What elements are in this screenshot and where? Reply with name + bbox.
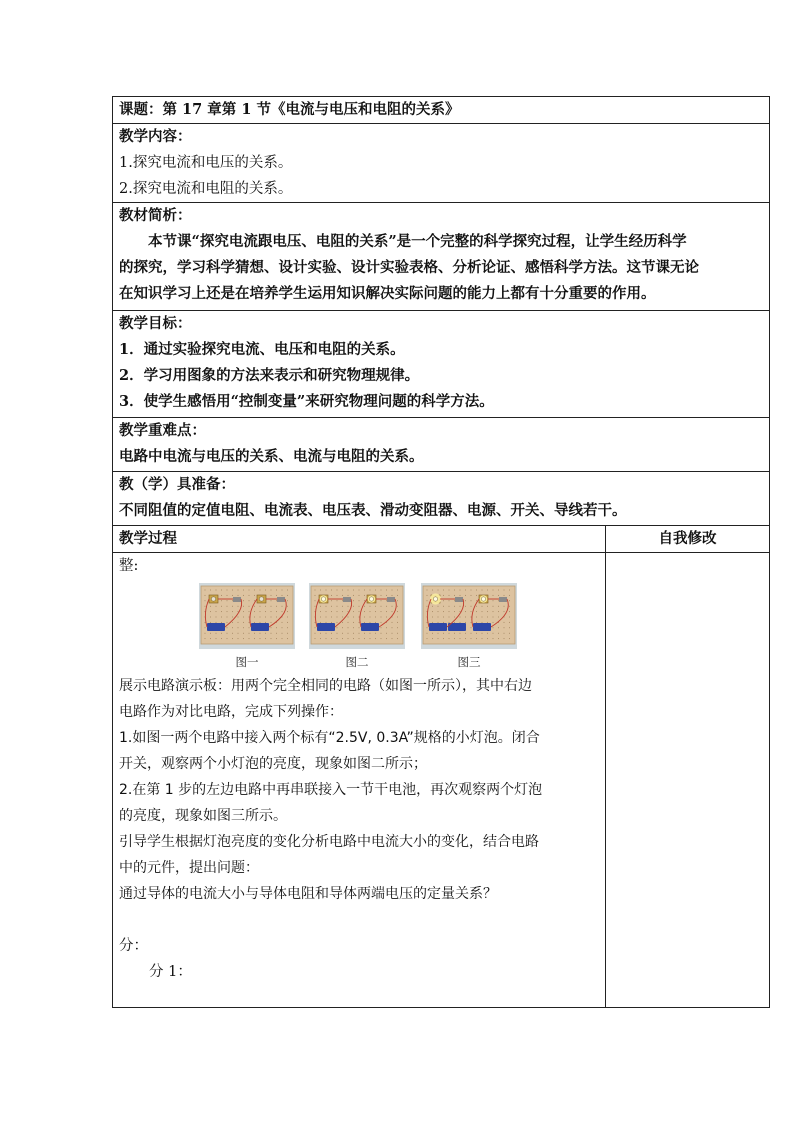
switch-icon — [387, 597, 395, 602]
part-label: 分： — [119, 938, 148, 954]
figure-caption: 图一 — [235, 655, 259, 669]
keypoints-text: 电路中电流与电压的关系、电流与电阻的关系。 — [119, 448, 424, 465]
switch-icon — [277, 597, 285, 602]
battery-icon — [251, 623, 269, 631]
process-heading: 教学过程 — [119, 530, 177, 547]
process-line: 2.在第 1 步的左边电路中再串联接入一节干电池，再次观察两个灯泡 — [119, 782, 543, 798]
lesson-plan-sheet — [112, 96, 769, 1008]
circuit-board-image — [199, 583, 295, 649]
content-heading: 教学内容： — [119, 128, 192, 145]
process-header-row — [113, 526, 770, 553]
process-line: 中的元件，提出问题： — [119, 860, 259, 876]
process-line: 通过导体的电流大小与导体电阻和导体两端电压的定量关系？ — [119, 886, 497, 902]
content-item: 1.探究电流和电压的关系。 — [119, 155, 293, 171]
battery-icon — [429, 623, 447, 631]
bulb-icon — [369, 597, 373, 601]
figure-caption: 图三 — [457, 655, 481, 669]
keypoints-row — [113, 418, 770, 472]
switch-icon — [233, 597, 241, 602]
process-line: 开关，观察两个小灯泡的亮度，现象如图二所示； — [119, 756, 427, 772]
process-line: 的亮度，现象如图三所示。 — [119, 808, 287, 824]
prep-row — [113, 472, 770, 526]
figure-2 — [309, 583, 405, 671]
battery-icon — [207, 623, 225, 631]
switch-icon — [499, 597, 507, 602]
battery-icon — [361, 623, 379, 631]
goal-item: 1．通过实验探究电流、电压和电阻的关系。 — [119, 341, 405, 358]
process-body-row — [113, 553, 770, 1008]
content-item: 2.探究电流和电阻的关系。 — [119, 181, 293, 197]
analysis-line: 在知识学习上还是在培养学生运用知识解决实际问题的能力上都有十分重要的作用。 — [119, 285, 656, 302]
battery-icon — [473, 623, 491, 631]
goals-heading: 教学目标： — [119, 315, 192, 332]
keypoints-heading: 教学重难点： — [119, 422, 206, 439]
sub-part-label: 分 1： — [149, 964, 192, 980]
goal-item: 2．学习用图象的方法来表示和研究物理规律。 — [119, 367, 420, 384]
self-revision-heading: 自我修改 — [658, 530, 717, 547]
switch-icon — [455, 597, 463, 602]
lesson-plan-table — [112, 96, 770, 1008]
battery-icon — [317, 623, 335, 631]
goals-row — [113, 311, 770, 418]
intro-label: 整: — [119, 558, 139, 574]
figure-1 — [199, 583, 295, 671]
analysis-heading: 教材简析： — [119, 207, 192, 224]
process-line: 引导学生根据灯泡亮度的变化分析电路中电流大小的变化，结合电路 — [119, 834, 539, 850]
analysis-line: 本节课“探究电流跟电压、电阻的关系”是一个完整的科学探究过程，让学生经历科学 — [148, 233, 687, 250]
process-line: 展示电路演示板：用两个完全相同的电路（如图一所示），其中右边 — [119, 678, 532, 694]
bulb-icon — [259, 597, 263, 601]
circuit-board-image — [309, 583, 405, 649]
bulb-icon — [481, 597, 485, 601]
lesson-title: 课题：第 17 章第 1 节《电流与电压和电阻的关系》 — [119, 101, 460, 118]
circuit-board-image — [419, 583, 519, 649]
prep-heading: 教（学）具准备： — [119, 476, 235, 493]
content-row — [113, 124, 770, 203]
figure-3 — [419, 583, 519, 671]
switch-icon — [343, 597, 351, 602]
bulb-icon — [211, 597, 215, 601]
analysis-row — [113, 203, 770, 311]
analysis-line: 的探究，学习科学猜想、设计实验、设计实验表格、分析论证、感悟科学方法。这节课无论 — [119, 259, 699, 276]
bulb-icon — [433, 597, 437, 601]
bulb-icon — [321, 597, 325, 601]
prep-text: 不同阻值的定值电阻、电流表、电压表、滑动变阻器、电源、开关、导线若干。 — [119, 502, 627, 519]
self-revision-cell — [606, 553, 770, 1008]
goal-item: 3．使学生感悟用“控制变量”来研究物理问题的科学方法。 — [119, 393, 494, 410]
process-line: 1.如图一两个电路中接入两个标有“2.5V, 0.3A”规格的小灯泡。闭合 — [119, 730, 540, 746]
figure-strip — [119, 583, 599, 671]
process-line: 电路作为对比电路，完成下列操作： — [119, 704, 343, 720]
title-row — [113, 97, 770, 124]
figure-caption: 图二 — [345, 655, 369, 669]
